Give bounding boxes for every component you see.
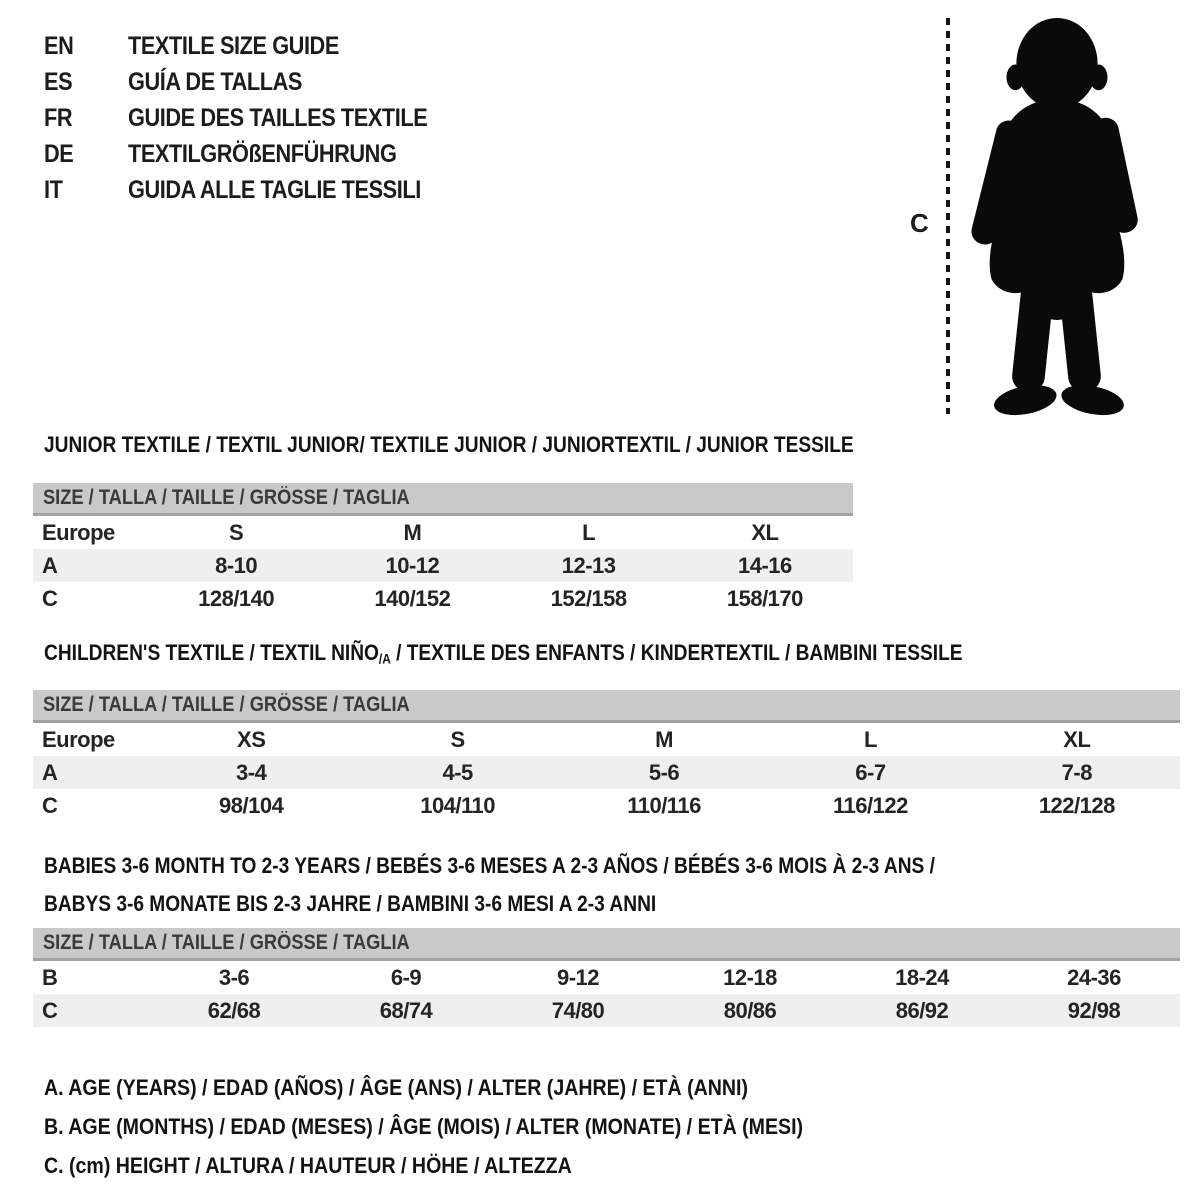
table-cell: M [655, 726, 673, 752]
table-cell: 9-12 [556, 964, 600, 990]
nino-a-subscript: /A [378, 651, 391, 667]
language-row-fr [44, 100, 472, 136]
table-cell: 7-8 [1061, 759, 1092, 785]
children-size-table [33, 690, 1180, 822]
table-cell: XL [751, 519, 779, 545]
row-label: A [42, 759, 58, 785]
children-table-body [33, 723, 1180, 822]
guide-title-it: GUIDA ALLE TAGLIE TESSILI [128, 175, 421, 204]
table-cell: 140/152 [374, 585, 451, 611]
table-cell: XS [237, 726, 266, 752]
babies-table-body [33, 961, 1180, 1027]
children-size-header-bar: SIZE / TALLA / TAILLE / GRÖSSE / TAGLIA [33, 690, 1180, 723]
table-cell: 6-7 [855, 759, 886, 785]
table-row [33, 723, 1180, 756]
table-cell: 12-13 [561, 552, 616, 578]
table-cell: 10-12 [385, 552, 440, 578]
toddler-silhouette-image [964, 14, 1146, 420]
babies-size-header-bar: SIZE / TALLA / TAILLE / GRÖSSE / TAGLIA [33, 928, 1180, 961]
language-row-it [44, 172, 472, 208]
table-cell: 24-36 [1067, 964, 1121, 990]
table-cell: S [229, 519, 244, 545]
table-cell: 104/110 [420, 792, 496, 818]
row-label: A [42, 552, 58, 578]
row-label: C [42, 997, 58, 1023]
language-code: FR [44, 103, 73, 132]
language-title-list [44, 28, 472, 208]
table-row [33, 549, 853, 582]
table-cell: 92/98 [1067, 997, 1121, 1023]
junior-table-body [33, 516, 853, 615]
table-cell: 80/86 [723, 997, 777, 1023]
table-cell: 158/170 [726, 585, 803, 611]
table-cell: 86/92 [895, 997, 949, 1023]
table-cell: 122/128 [1038, 792, 1115, 818]
table-cell: L [863, 726, 877, 752]
table-cell: 3-4 [236, 759, 267, 785]
language-code: DE [44, 139, 74, 168]
height-measure-label: C [910, 208, 929, 238]
table-cell: 5-6 [648, 759, 680, 785]
row-label: B [42, 964, 58, 990]
table-cell: 3-6 [218, 964, 250, 990]
table-cell: 18-24 [895, 964, 949, 990]
guide-title-es: GUÍA DE TALLAS [128, 67, 302, 96]
children-section-title: CHILDREN'S TEXTILE / TEXTIL NIÑO/A / TEXTILE DES ENFANTS / KINDERTEXTIL / BAMBINI TESSILE [44, 640, 963, 667]
table-cell: 152/158 [550, 585, 627, 611]
language-code: EN [44, 31, 74, 60]
table-cell: S [450, 726, 465, 752]
language-row-de [44, 136, 472, 172]
table-cell: 68/74 [379, 997, 433, 1023]
row-label: Europe [42, 726, 115, 752]
table-cell: 74/80 [551, 997, 605, 1023]
table-row [33, 994, 1180, 1027]
language-row-es [44, 64, 472, 100]
legend-line-age-months: B. AGE (MONTHS) / EDAD (MESES) / ÂGE (MOIS) / ALTER (MONATE) / ETÀ (MESI) [44, 1114, 804, 1139]
height-measure-dashed-line [946, 18, 950, 414]
table-cell: 14-16 [737, 552, 792, 578]
table-row [33, 756, 1180, 789]
language-row-en [44, 28, 472, 64]
table-cell: 6-9 [390, 964, 422, 990]
table-cell: 110/116 [627, 792, 701, 818]
legend-line-height-cm: C. (cm) HEIGHT / ALTURA / HAUTEUR / HÖHE / ALTEZZA [44, 1153, 572, 1178]
table-cell: 4-5 [442, 759, 473, 785]
guide-title-de: TEXTILGRÖßENFÜHRUNG [128, 139, 397, 168]
table-cell: 116/122 [833, 792, 908, 818]
table-cell: 12-18 [723, 964, 777, 990]
legend-line-age-years: A. AGE (YEARS) / EDAD (AÑOS) / ÂGE (ANS) / ALTER (JAHRE) / ETÀ (ANNI) [44, 1075, 748, 1100]
table-cell: 128/140 [198, 585, 275, 611]
table-cell: L [582, 519, 596, 545]
language-code: ES [44, 67, 73, 96]
legend [44, 1068, 916, 1185]
junior-size-table [33, 483, 853, 615]
row-label: C [42, 585, 58, 611]
row-label: Europe [42, 519, 115, 545]
junior-section-title: JUNIOR TEXTILE / TEXTIL JUNIOR/ TEXTILE JUNIOR / JUNIORTEXTIL / JUNIOR TESSILE [44, 432, 854, 457]
table-row [33, 789, 1180, 822]
table-cell: XL [1063, 726, 1091, 752]
row-label: C [42, 792, 58, 818]
language-code: IT [44, 175, 63, 204]
table-cell: M [403, 519, 422, 545]
table-row [33, 516, 853, 549]
babies-size-table [33, 928, 1180, 1027]
table-row [33, 582, 853, 615]
babies-section-title: BABIES 3-6 MONTH TO 2-3 YEARS / BEBÉS 3-6 MESES A 2-3 AÑOS / BÉBÉS 3-6 MOIS À 2-3 ANS / BABYS 3-6 MONATE BIS 2-3 JAHRE / BAMBINI 3-6 MESI A 2-3 ANNI [44, 853, 935, 916]
junior-size-header-bar: SIZE / TALLA / TAILLE / GRÖSSE / TAGLIA [33, 483, 853, 516]
table-cell: 98/104 [219, 792, 284, 818]
table-row [33, 961, 1180, 994]
table-cell: 62/68 [207, 997, 261, 1023]
table-cell: 8-10 [215, 552, 258, 578]
guide-title-en: TEXTILE SIZE GUIDE [128, 31, 339, 60]
guide-title-fr: GUIDE DES TAILLES TEXTILE [128, 103, 428, 132]
